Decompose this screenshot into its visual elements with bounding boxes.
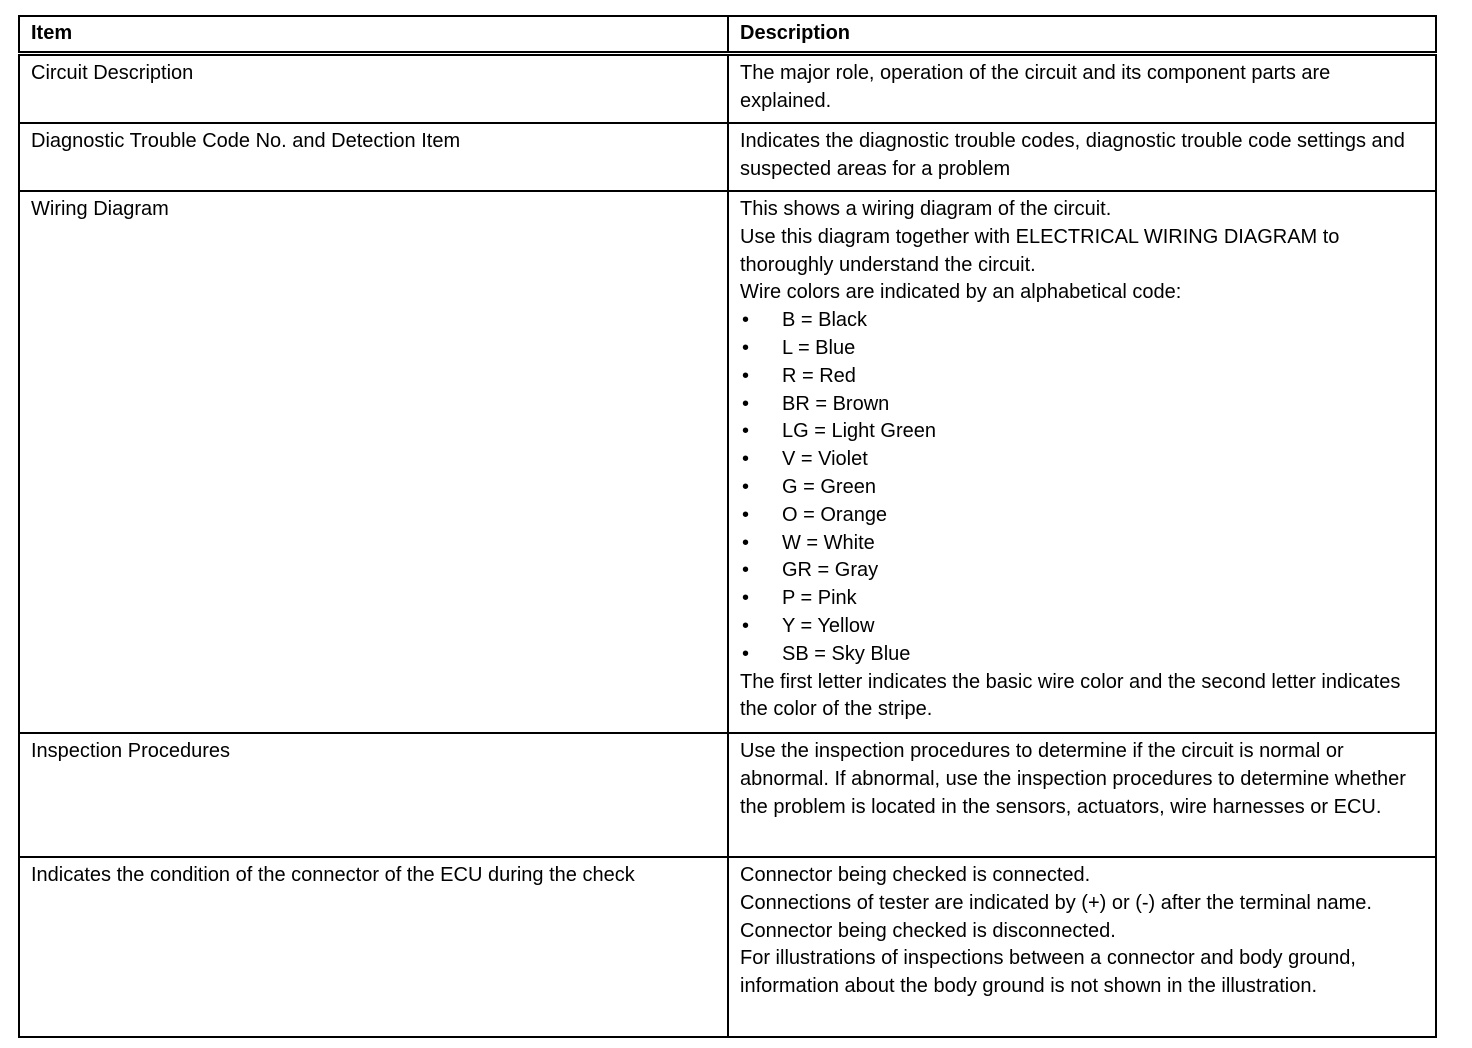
bullet-icon: • [742,503,750,526]
bullet-icon: • [742,364,750,387]
item-cell: Circuit Description [19,54,728,124]
bullet-icon: • [742,475,750,498]
wire-color-item [740,446,1425,474]
wire-color-text: LG = Light Green [782,420,936,443]
description-cell [728,733,1436,857]
wire-color-item [740,530,1425,558]
wire-color-item [740,307,1425,335]
description-line: This shows a wiring diagram of the circuit. [740,198,1112,220]
description-cell [728,191,1436,733]
wire-color-text: G = Green [782,475,876,498]
wire-color-item [740,585,1425,613]
table-row [19,857,1436,1037]
wire-color-item [740,363,1425,391]
wire-color-text: SB = Sky Blue [782,642,911,665]
description-line: The major role, operation of the circuit and its component parts are explained. [740,62,1331,112]
item-cell: Diagnostic Trouble Code No. and Detection Item [19,123,728,191]
bullet-icon: • [742,448,750,471]
wire-color-item [740,474,1425,502]
wire-color-text: GR = Gray [782,559,879,582]
header-row [19,16,1436,54]
bullet-icon: • [742,420,750,443]
wire-color-text: Y = Yellow [782,614,875,637]
description-cell [728,54,1436,124]
header-item: Item [19,16,728,54]
description-line: The first letter indicates the basic wire color and the second letter indicates the color of the stripe. [740,670,1401,721]
wire-color-item [740,418,1425,446]
description-line: Wire colors are indicated by an alphabetical code: [740,281,1182,304]
description-cell [728,857,1436,1037]
bullet-icon: • [742,531,750,554]
bullet-icon: • [742,587,750,610]
header-description: Description [728,16,1436,54]
wire-color-text: V = Violet [782,448,868,471]
wire-color-item [740,391,1425,419]
description-line: Connector being checked is connected. [740,864,1091,886]
description-line: Indicates the diagnostic trouble codes, diagnostic trouble code settings and suspected areas for a problem [740,130,1405,180]
description-line: For illustrations of inspections between a connector and body ground, information about the body ground is not shown in the illustration. [740,947,1356,998]
description-line: Connections of tester are indicated by (+) or (-) after the terminal name. [740,891,1372,914]
wire-color-text: BR = Brown [782,392,890,415]
table-row [19,733,1436,857]
bullet-icon: • [742,336,750,359]
description-cell [728,123,1436,191]
wire-color-list [740,307,1425,668]
bullet-icon: • [742,309,750,332]
bullet-icon: • [742,642,750,665]
wire-color-text: P = Pink [782,587,857,610]
wire-color-text: W = White [782,531,875,554]
wire-color-text: R = Red [782,364,856,387]
wire-color-item [740,641,1425,669]
table-row [19,54,1436,124]
item-cell: Inspection Procedures [19,733,728,857]
wire-color-text: O = Orange [782,503,888,526]
description-line: Use this diagram together with ELECTRICAL WIRING DIAGRAM to thoroughly understand the circuit. [740,225,1340,276]
wire-color-item [740,502,1425,530]
bullet-icon: • [742,559,750,582]
item-cell: Indicates the condition of the connector of the ECU during the check [19,857,728,1037]
item-cell: Wiring Diagram [19,191,728,733]
wire-color-text: B = Black [782,309,868,332]
wire-color-text: L = Blue [782,336,856,359]
bullet-icon: • [742,614,750,637]
wire-color-item [740,335,1425,363]
table-row [19,191,1436,733]
description-line: Use the inspection procedures to determine if the circuit is normal or abnormal. If abnormal, use the inspection procedures to determine whether the problem is located in the sensors, actuators, wire harnesses or ECU. [740,740,1406,818]
table-row [19,123,1436,191]
legend-table [18,15,1437,1038]
bullet-icon: • [742,392,750,415]
description-line: Connector being checked is disconnected. [740,919,1116,942]
wire-color-item [740,613,1425,641]
wire-color-item [740,557,1425,585]
